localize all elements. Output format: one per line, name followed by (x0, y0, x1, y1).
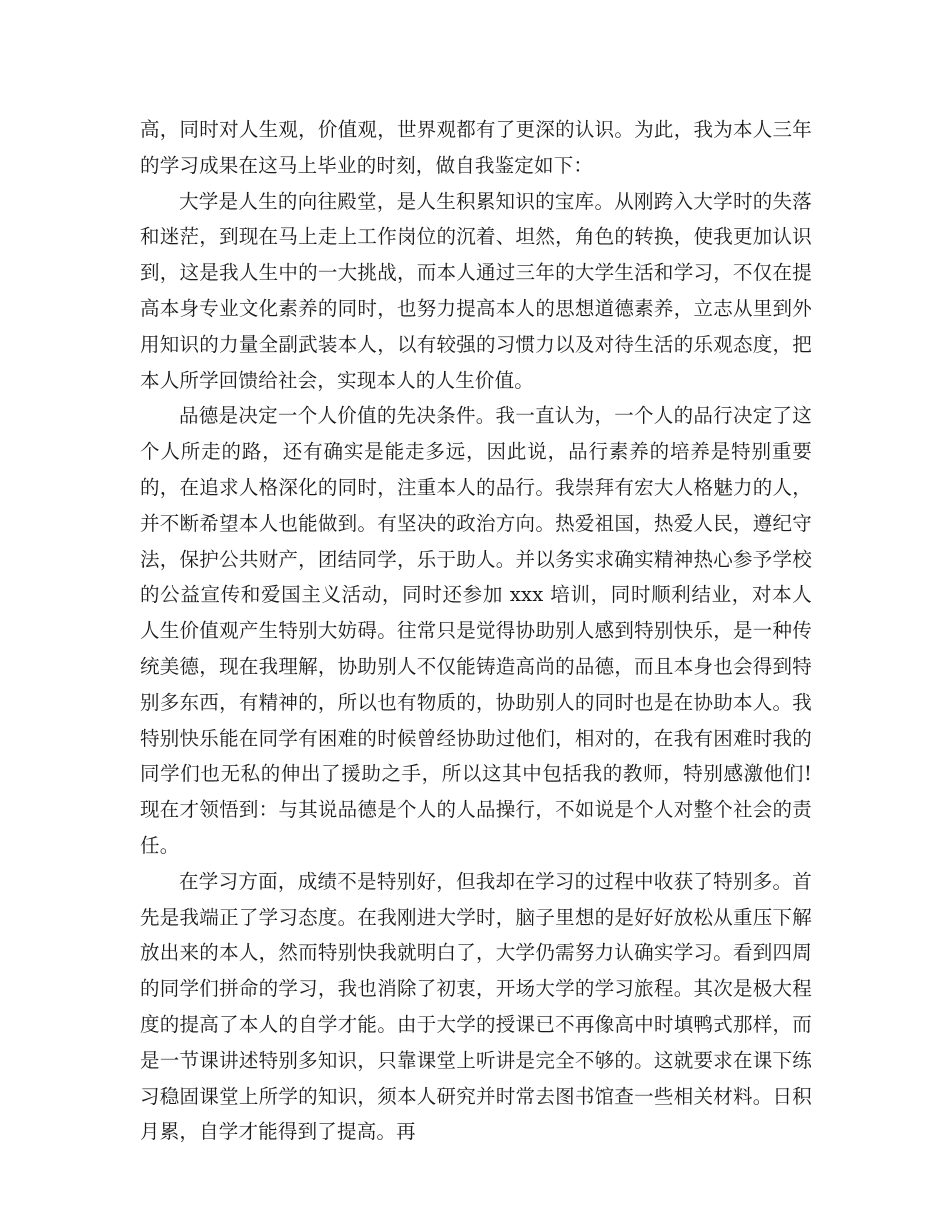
paragraph-university: 大学是人生的向往殿堂，是人生积累知识的宝库。从刚跨入大学时的失落和迷茫，到现在马上走上工作岗位的沉着、坦然，角色的转换，使我更加认识到，这是我人生中的一大挑战，而本人通过三年的大学生活和学习，不仅在提高本身专业文化素养的同时，也努力提高本人的思想道德素养，立志从里到外用知识的力量全副武装本人，以有较强的习惯力以及对待生活的乐观态度，把本人所学回馈给社会，实现本人的人生价值。 (140, 189, 812, 392)
paragraph-study: 在学习方面，成绩不是特别好，但我却在学习的过程中收获了特别多。首先是我端正了学习态度。在我刚进大学时，脑子里想的是好好放松从重压下解放出来的本人，然而特别快我就明白了，大学仍需努力认确实学习。看到四周的同学们拼命的学习，我也消除了初衷，开场大学的学习旅程。其次是极大程度的提高了本人的自学才能。由于大学的授课已不再像高中时填鸭式那样，而是一节课讲述特别多知识，只靠课堂上听讲是完全不够的。这就要求在课下练习稳固课堂上所学的知识，须本人研究并时常去图书馆查一些相关材料。日积月累，自学才能得到了提高。再 (140, 869, 812, 1144)
paragraph-continuation: 高，同时对人生观，价值观，世界观都有了更深的认识。为此，我为本人三年的学习成果在这马上毕业的时刻，做自我鉴定如下： (140, 118, 812, 177)
paragraph-character: 品德是决定一个人价值的先决条件。我一直认为，一个人的品行决定了这个人所走的路，还有确实是能走多远，因此说，品行素养的培养是特别重要的，在追求人格深化的同时，注重本人的品行。我崇拜有宏大人格魅力的人，并不断希望本人也能做到。有坚决的政治方向。热爱祖国，热爱人民，遵纪守法，保护公共财产，团结同学，乐于助人。并以务实求确实精神热心参予学校的公益宣传和爱国主义活动，同时还参加 xxx 培训，同时顺利结业，对本人人生价值观产生特别大妨碍。往常只是觉得协助别人感到特别快乐，是一种传统美德，现在我理解，协助别人不仅能铸造高尚的品德，而且本身也会得到特别多东西，有精神的，所以也有物质的，协助别人的同时也是在协助本人。我特别快乐能在同学有困难的时候曾经协助过他们，相对的，在我有困难时我的同学们也无私的伸出了援助之手，所以这其中包括我的教师，特别感激他们!现在才领悟到：与其说品德是个人的人品操行，不如说是个人对整个社会的责任。 (140, 404, 812, 857)
document-body (140, 112, 812, 1150)
